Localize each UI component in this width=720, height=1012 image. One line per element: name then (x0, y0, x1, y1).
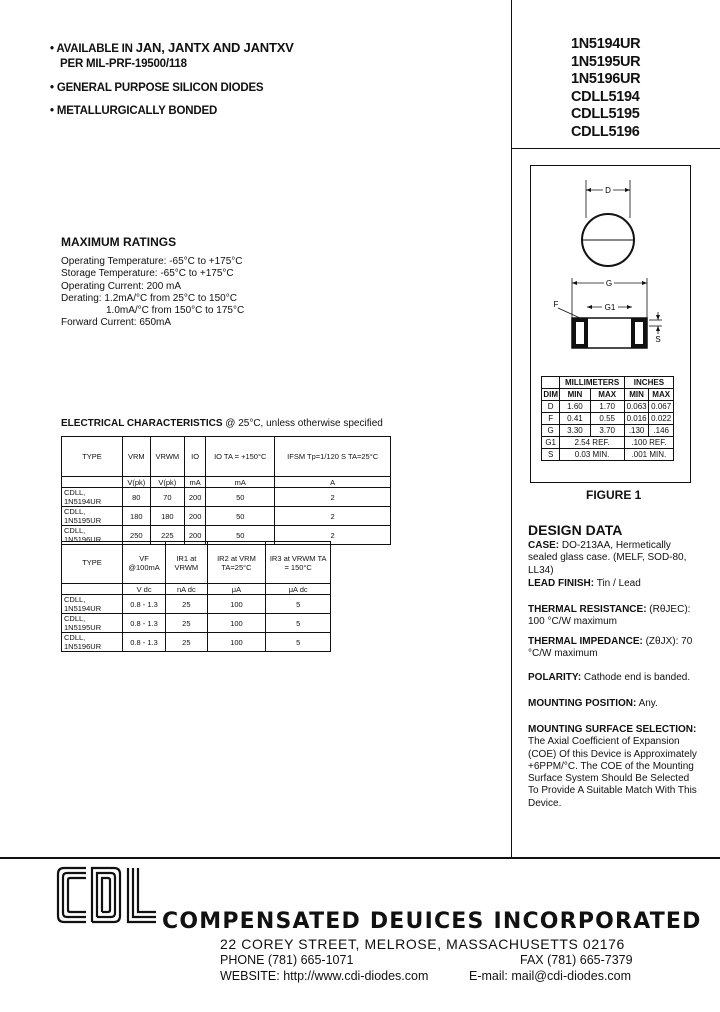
right-column-divider (511, 0, 512, 857)
polarity-text: Cathode end is banded. (581, 672, 691, 683)
dim-label-g1: G1 (604, 303, 616, 312)
table-cell: 5 (266, 614, 331, 633)
rating-line: 1.0mA/°C from 150°C to 175°C (106, 305, 245, 317)
table-cell: 200 (185, 526, 206, 545)
dimension-table (541, 376, 674, 461)
feature-availability-main: JAN, JANTX AND JANTXV (135, 40, 294, 55)
table-cell: 0.41 (560, 413, 590, 425)
col-header: IFSM Tp=1/120 S TA=25°C (275, 437, 391, 477)
company-phone: PHONE (781) 665-1071 (220, 953, 354, 967)
table-cell: S (542, 449, 560, 461)
cdi-logo (56, 864, 160, 926)
group-header: MILLIMETERS (560, 377, 625, 389)
feature-bonded: • METALLURGICALLY BONDED (50, 105, 218, 117)
polarity-label: POLARITY: (528, 672, 582, 683)
rating-line: Operating Temperature: -65°C to +175°C (61, 256, 243, 267)
unit-cell: mA (206, 477, 275, 488)
thermal-impedance-label: THERMAL IMPEDANCE: (528, 636, 643, 647)
figure-box-left (530, 165, 531, 483)
table-cell: 3.30 (560, 425, 590, 437)
table-cell: CDLL, 1N5196UR (62, 633, 123, 652)
table-row (542, 413, 674, 425)
table-cell: 25 (166, 633, 207, 652)
case-label: CASE: (528, 540, 560, 551)
table-cell: 1.60 (560, 401, 590, 413)
cdi-logo-mark (56, 864, 160, 926)
company-email: E-mail: mail@cdi-diodes.com (469, 969, 632, 983)
col-header: IR2 at VRM TA=25°C (207, 542, 266, 584)
case-text: DO-213AA, Hermetically sealed glass case. (MELF, SOD-80, LL34) (528, 540, 687, 576)
feature-spec: PER MIL-PRF-19500/118 (60, 58, 187, 70)
mounting-position-text: Any. (636, 698, 658, 709)
max-ratings-title: MAXIMUM RATINGS (61, 235, 177, 249)
table-cell: 1.70 (590, 401, 624, 413)
dim-label-d: D (605, 186, 611, 195)
mounting-position-label: MOUNTING POSITION: (528, 698, 637, 709)
table-cell: 200 (185, 488, 206, 507)
unit-cell (62, 477, 123, 488)
rating-line: Operating Current: 200 mA (61, 280, 182, 292)
unit-cell: nA dc (166, 584, 207, 595)
design-thermal-impedance (528, 636, 708, 661)
table-row (542, 401, 674, 413)
table-cell: 0.55 (590, 413, 624, 425)
part-number: CDLL5195 (571, 106, 640, 122)
table-cell: 0.022 (649, 413, 674, 425)
part-number: 1N5196UR (571, 71, 641, 87)
unit-cell: V dc (123, 584, 166, 595)
table-cell: 2 (275, 526, 391, 545)
company-address: 22 COREY STREET, MELROSE, MASSACHUSETTS 02176 (220, 936, 625, 952)
part-number: CDLL5196 (571, 123, 640, 140)
col-header: IO TA = +150°C (206, 437, 275, 477)
table-row (62, 633, 331, 652)
design-thermal-resistance (528, 604, 708, 629)
lead-text: Tin / Lead (594, 578, 641, 589)
table-cell: G1 (542, 437, 560, 449)
unit-cell: μA dc (266, 584, 331, 595)
part-number: CDLL5194 (571, 88, 640, 105)
table-cell: G (542, 425, 560, 437)
col-header: VF @100mA (123, 542, 166, 584)
col-header: IR3 at VRWM TA = 150°C (266, 542, 331, 584)
table-cell: 225 (150, 526, 184, 545)
col-header: MIN (624, 389, 649, 401)
thermal-resistance-text: 100 °C/W maximum (528, 616, 618, 628)
company-fax: FAX (781) 665-7379 (520, 953, 633, 967)
group-header: INCHES (624, 377, 673, 389)
mounting-surface-text: The Axial Coefficient of Expansion (COE) Of this Device is Approximately +6PPM/°C. The COE of the Mounting Surface System Should Be Selected To Provide A Suitable Match With This Device. (528, 736, 697, 809)
table-cell: 70 (150, 488, 184, 507)
table-cell: 0.016 (624, 413, 649, 425)
rating-line: Derating: 1.2mA/°C from 25°C to 150°C (61, 292, 237, 304)
table-cell: F (542, 413, 560, 425)
logo-text: cdi (107, 924, 109, 925)
table-cell: 2.54 REF. (560, 437, 625, 449)
unit-cell: V(pk) (123, 477, 151, 488)
table-cell: 0.8 - 1.3 (123, 595, 166, 614)
table-cell: 0.8 - 1.3 (123, 633, 166, 652)
table-cell: CDLL, 1N5195UR (62, 614, 123, 633)
table-row (542, 425, 674, 437)
rating-line: Forward Current: 650mA (61, 317, 172, 329)
rating-line: Storage Temperature: -65°C to +175°C (61, 268, 234, 280)
part-number-list (571, 36, 640, 141)
dim-label-s: S (655, 335, 661, 344)
feature-general-purpose: • GENERAL PURPOSE SILICON DIODES (50, 82, 264, 94)
table-cell: .100 REF. (624, 437, 673, 449)
table-row (542, 437, 674, 449)
part-number-underline (511, 148, 720, 149)
table-cell: CDLL, 1N5196UR (62, 526, 123, 545)
table-cell: D (542, 401, 560, 413)
design-mounting-surface (528, 724, 700, 810)
col-header: IO (185, 437, 206, 477)
col-header: VRM (123, 437, 151, 477)
table-cell: 3.70 (590, 425, 624, 437)
footer-rule (0, 857, 720, 859)
table-row (62, 488, 391, 507)
design-data-title: DESIGN DATA (528, 522, 623, 538)
col-header: TYPE (62, 437, 123, 477)
electrical-title (61, 418, 383, 429)
table-cell: .130 (624, 425, 649, 437)
table-cell: 5 (266, 633, 331, 652)
figure-caption: FIGURE 1 (586, 488, 642, 502)
col-header: MAX (649, 389, 674, 401)
unit-cell: V(pk) (150, 477, 184, 488)
table-cell: 200 (185, 507, 206, 526)
table-cell: 250 (123, 526, 151, 545)
company-name: COMPENSATED DEUICES INCORPORATED (162, 909, 702, 934)
col-header: DIM (543, 390, 558, 399)
table-cell: .146 (649, 425, 674, 437)
table-cell: CDLL, 1N5194UR (62, 595, 123, 614)
table-cell: 5 (266, 595, 331, 614)
table-cell: 80 (123, 488, 151, 507)
table-cell: 25 (166, 595, 207, 614)
thermal-impedance-text: 70 °C/W maximum (528, 636, 693, 660)
table-cell: 100 (207, 595, 266, 614)
table-cell: 2 (275, 507, 391, 526)
design-case (528, 540, 703, 577)
electrical-table-2 (61, 541, 331, 652)
table-cell: 180 (150, 507, 184, 526)
mounting-surface-label: MOUNTING SURFACE SELECTION: (528, 724, 697, 735)
table-cell: 2 (275, 488, 391, 507)
figure-box-bottom (530, 482, 691, 483)
feature-availability (50, 40, 294, 55)
dim-label-f: F (553, 300, 559, 309)
part-number: 1N5194UR (571, 36, 641, 52)
table-cell: 180 (123, 507, 151, 526)
col-header: MAX (590, 389, 624, 401)
table-cell: 100 (207, 614, 266, 633)
col-header: MIN (560, 389, 590, 401)
table-cell: 0.067 (649, 401, 674, 413)
unit-cell: mA (185, 477, 206, 488)
thermal-impedance-symbol: (ZθJX): (642, 636, 679, 647)
unit-cell (62, 584, 123, 595)
table-cell: 0.8 - 1.3 (123, 614, 166, 633)
table-cell: CDLL, 1N5195UR (62, 507, 123, 526)
package-drawing (532, 168, 688, 374)
electrical-title-bold: ELECTRICAL CHARACTERISTICS (61, 418, 223, 429)
part-number: 1N5195UR (571, 53, 641, 70)
thermal-resistance-symbol: (RθJEC): (646, 604, 691, 615)
unit-cell: μA (207, 584, 266, 595)
table-cell: 0.03 MIN. (560, 449, 625, 461)
figure-box-top (530, 165, 690, 166)
table-cell: 50 (206, 488, 275, 507)
electrical-table-1 (61, 436, 391, 545)
dim-label-g: G (605, 279, 613, 288)
table-cell: .001 MIN. (624, 449, 673, 461)
design-polarity (528, 672, 708, 684)
table-cell: 100 (207, 633, 266, 652)
table-cell: 25 (166, 614, 207, 633)
table-cell: CDLL, 1N5194UR (62, 488, 123, 507)
table-row (62, 507, 391, 526)
design-lead-finish (528, 578, 703, 590)
table-row (542, 449, 674, 461)
lead-label: LEAD FINISH: (528, 578, 595, 589)
unit-cell: A (275, 477, 391, 488)
company-website: WEBSITE: http://www.cdi-diodes.com (220, 969, 429, 983)
table-row (62, 614, 331, 633)
col-header: IR1 at VRWM (166, 542, 207, 584)
table-cell: 0.063 (624, 401, 649, 413)
table-cell: 50 (206, 507, 275, 526)
feature-availability-prefix: • AVAILABLE IN (50, 43, 136, 55)
thermal-resistance-label: THERMAL RESISTANCE: (528, 604, 647, 615)
col-header: VRWM (150, 437, 184, 477)
table-cell: 50 (206, 526, 275, 545)
figure-box-right (690, 165, 691, 483)
design-mounting-position (528, 698, 708, 710)
max-ratings-list (61, 256, 244, 330)
table-row (62, 595, 331, 614)
electrical-title-condition: @ 25°C, unless otherwise specified (222, 418, 383, 429)
col-header: TYPE (62, 542, 123, 584)
